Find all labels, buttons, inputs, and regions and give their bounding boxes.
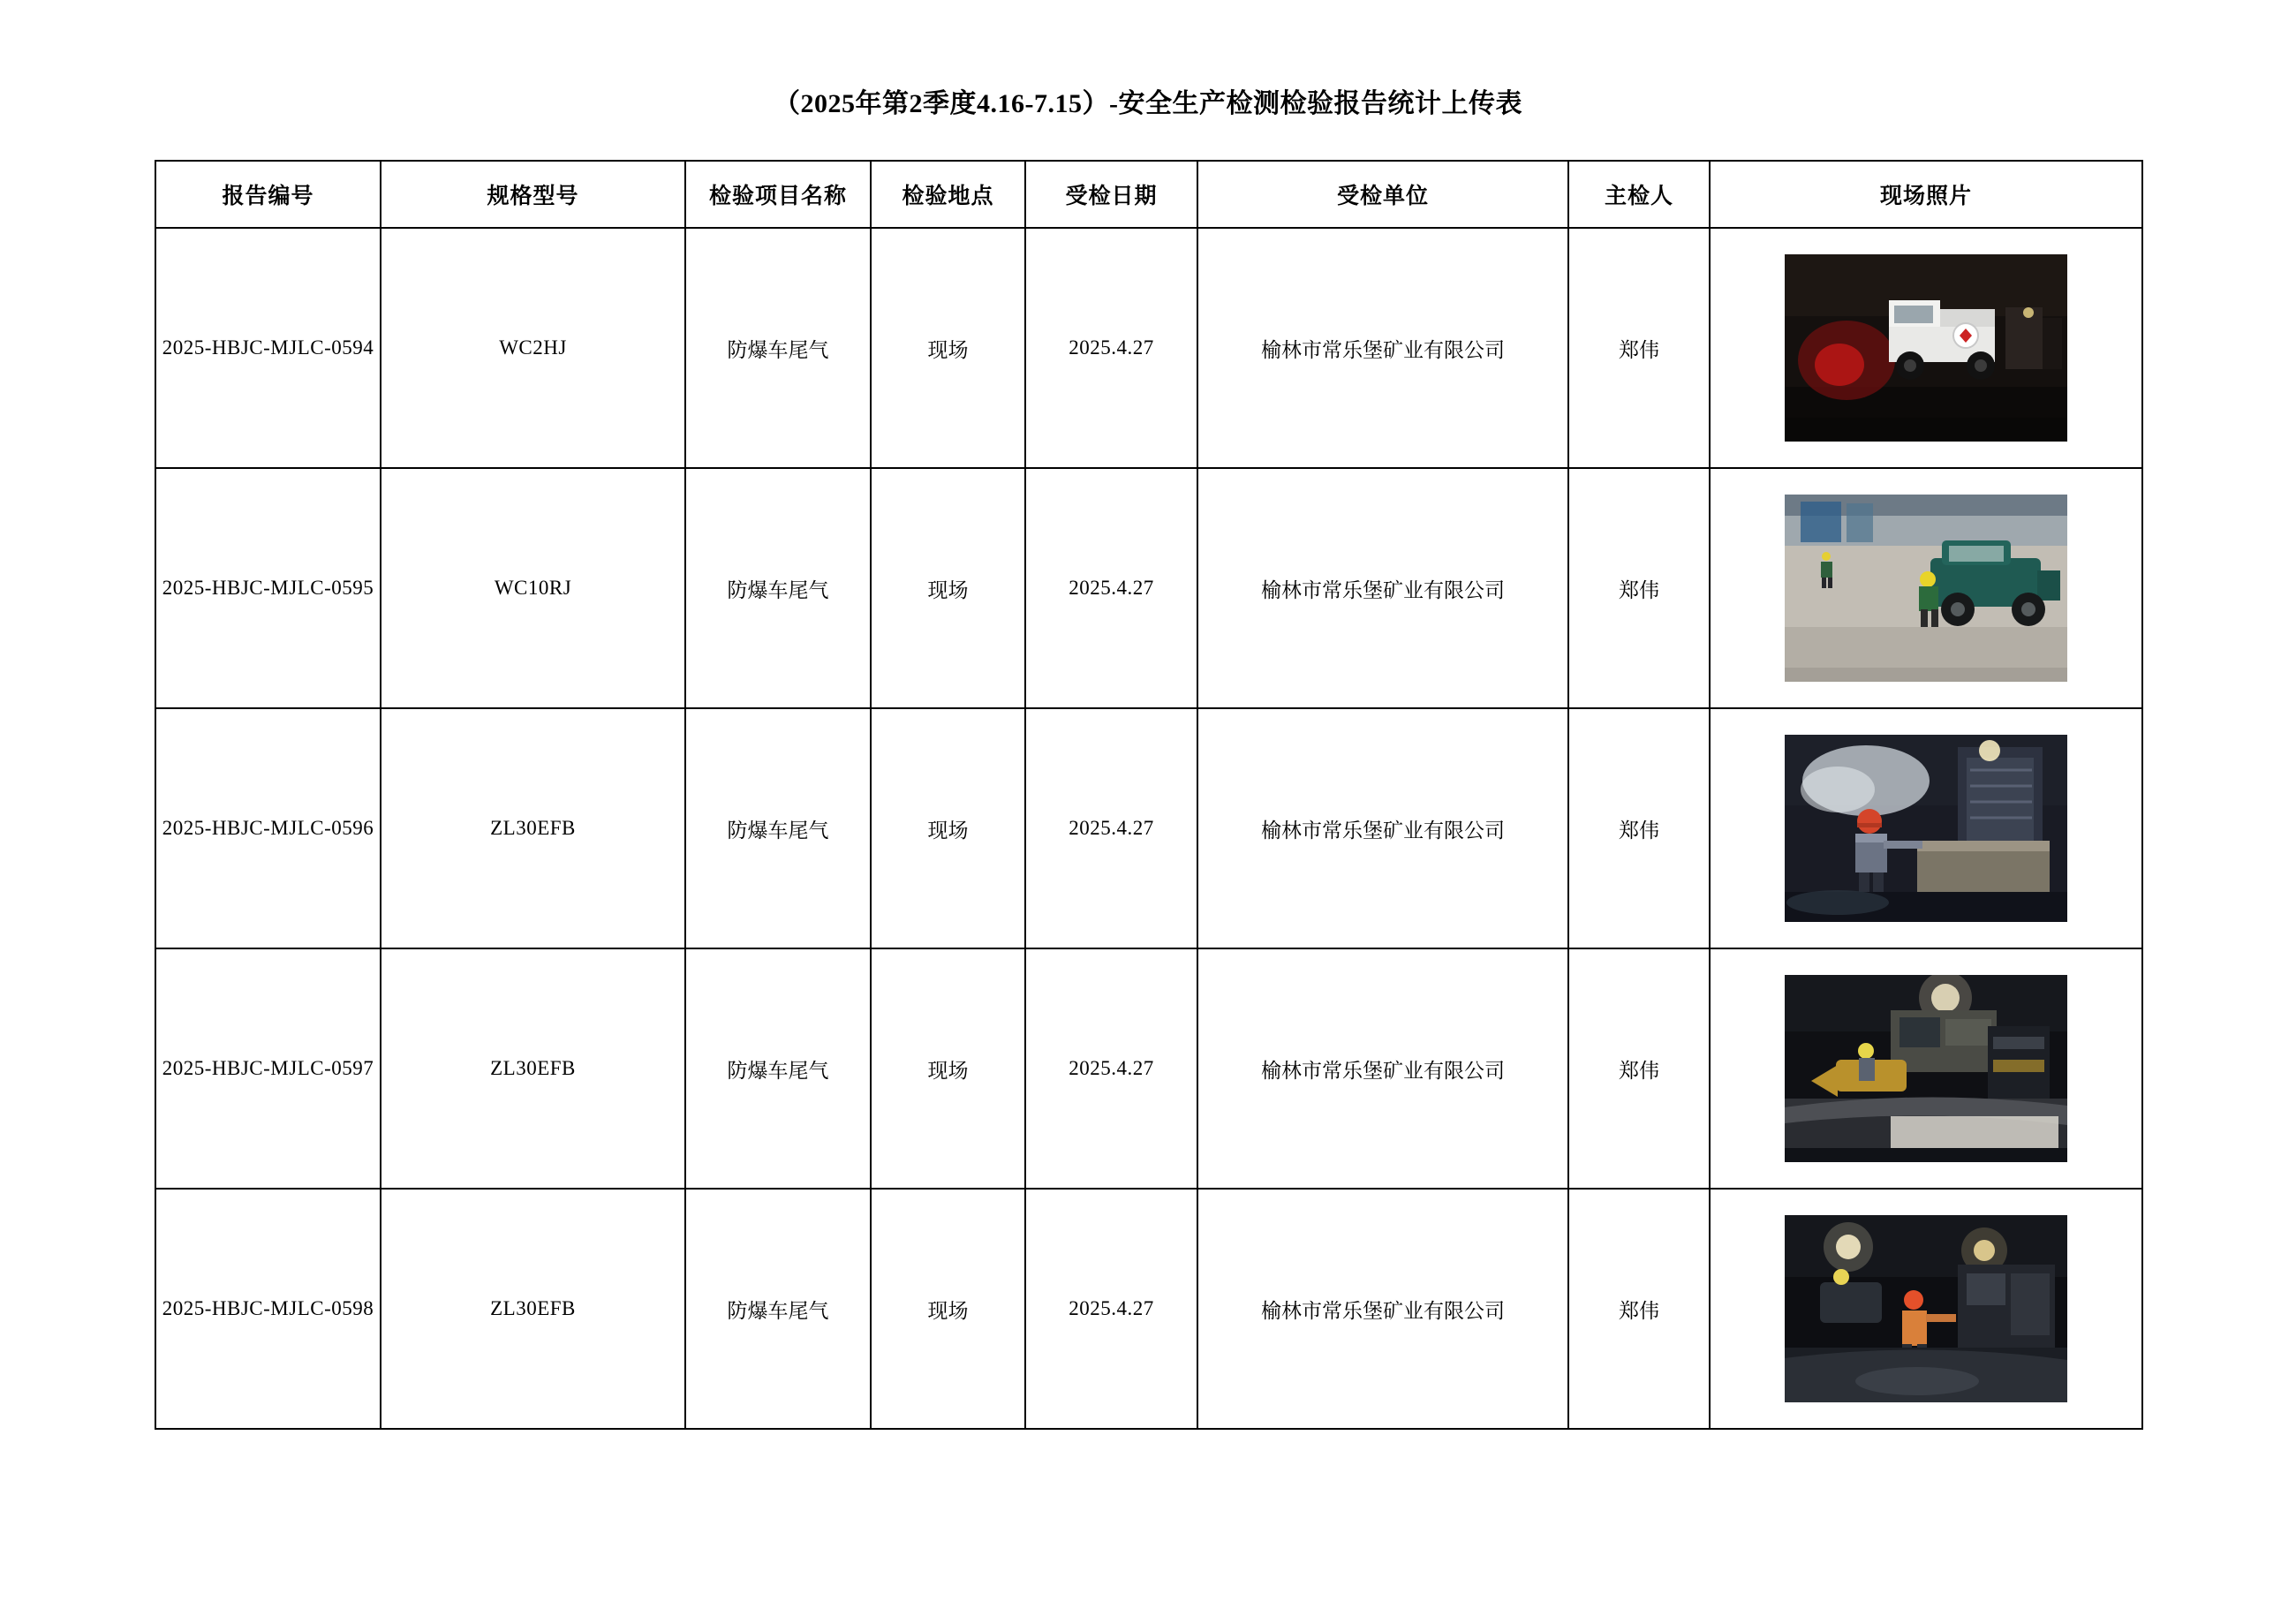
inspection-report-table [155,160,2143,1430]
cell-unit: 榆林市常乐堡矿业有限公司 [1197,1189,1568,1429]
column-header-item: 检验项目名称 [685,161,871,228]
cell-photo [1710,708,2142,948]
column-header-report-no: 报告编号 [155,161,381,228]
site-photo-image [1785,975,2067,1162]
column-header-place: 检验地点 [871,161,1025,228]
cell-inspector: 郑伟 [1568,468,1710,708]
cell-place: 现场 [871,1189,1025,1429]
cell-date: 2025.4.27 [1025,468,1197,708]
cell-date: 2025.4.27 [1025,1189,1197,1429]
cell-model: WC10RJ [381,468,685,708]
cell-place: 现场 [871,228,1025,468]
cell-inspector: 郑伟 [1568,228,1710,468]
cell-inspector: 郑伟 [1568,948,1710,1189]
column-header-inspector: 主检人 [1568,161,1710,228]
column-header-photo: 现场照片 [1710,161,2142,228]
cell-report-no: 2025-HBJC-MJLC-0596 [155,708,381,948]
site-photo-image [1785,495,2067,682]
cell-unit: 榆林市常乐堡矿业有限公司 [1197,468,1568,708]
page-title: （2025年第2季度4.16-7.15）-安全生产检测检验报告统计上传表 [774,89,1522,118]
cell-report-no: 2025-HBJC-MJLC-0598 [155,1189,381,1429]
site-photo-image [1785,254,2067,442]
cell-date: 2025.4.27 [1025,948,1197,1189]
column-header-model: 规格型号 [381,161,685,228]
site-photo-image [1785,735,2067,922]
cell-place: 现场 [871,468,1025,708]
cell-item: 防爆车尾气 [685,1189,871,1429]
cell-report-no: 2025-HBJC-MJLC-0597 [155,948,381,1189]
cell-model: WC2HJ [381,228,685,468]
cell-place: 现场 [871,708,1025,948]
cell-report-no: 2025-HBJC-MJLC-0595 [155,468,381,708]
table-container [155,120,2141,1430]
table-row [155,948,2142,1189]
table-header-row [155,161,2142,228]
column-header-unit: 受检单位 [1197,161,1568,228]
cell-unit: 榆林市常乐堡矿业有限公司 [1197,948,1568,1189]
cell-photo [1710,468,2142,708]
site-photo-image [1785,1215,2067,1402]
cell-item: 防爆车尾气 [685,948,871,1189]
table-row [155,468,2142,708]
cell-date: 2025.4.27 [1025,228,1197,468]
cell-inspector: 郑伟 [1568,708,1710,948]
cell-model: ZL30EFB [381,948,685,1189]
table-row [155,708,2142,948]
cell-inspector: 郑伟 [1568,1189,1710,1429]
cell-model: ZL30EFB [381,1189,685,1429]
cell-unit: 榆林市常乐堡矿业有限公司 [1197,228,1568,468]
cell-item: 防爆车尾气 [685,228,871,468]
cell-report-no: 2025-HBJC-MJLC-0594 [155,228,381,468]
cell-item: 防爆车尾气 [685,468,871,708]
cell-date: 2025.4.27 [1025,708,1197,948]
cell-place: 现场 [871,948,1025,1189]
table-row [155,1189,2142,1429]
cell-photo [1710,228,2142,468]
cell-photo [1710,1189,2142,1429]
column-header-date: 受检日期 [1025,161,1197,228]
cell-item: 防爆车尾气 [685,708,871,948]
cell-unit: 榆林市常乐堡矿业有限公司 [1197,708,1568,948]
cell-model: ZL30EFB [381,708,685,948]
table-row [155,228,2142,468]
cell-photo [1710,948,2142,1189]
